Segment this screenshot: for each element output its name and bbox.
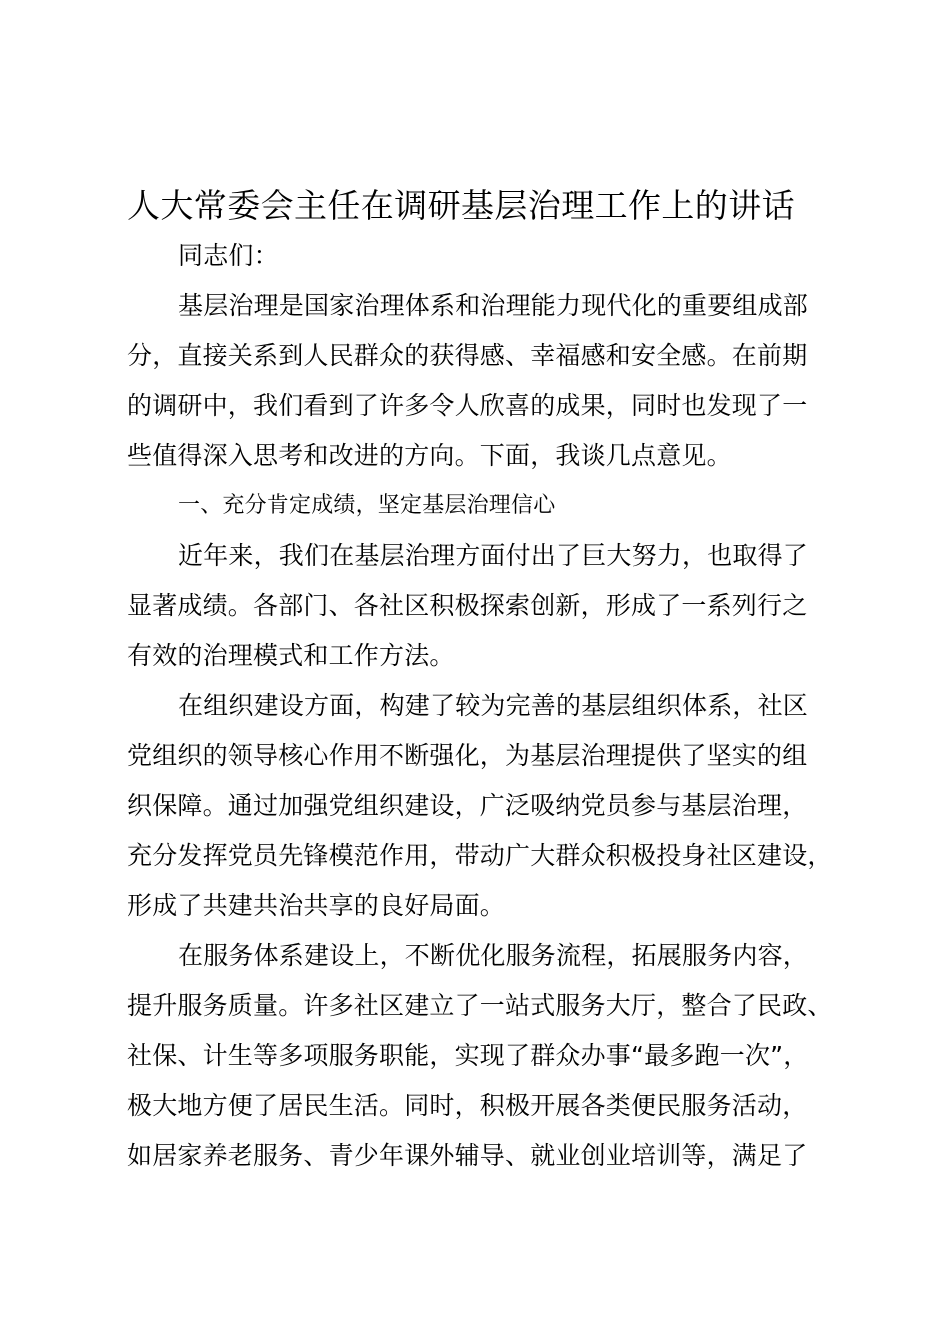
paragraph-line: 充分发挥党员先锋模范作用，带动广大群众积极投身社区建设， [127, 841, 833, 870]
paragraph-line: 分，直接关系到人民群众的获得感、幸福感和安全感。在前期 [127, 341, 808, 370]
salutation: 同志们： [178, 241, 279, 270]
paragraph-line: 提升服务质量。许多社区建立了一站式服务大厅，整合了民政、 [127, 991, 833, 1020]
paragraph-line: 社保、计生等多项服务职能，实现了群众办事“最多跑一次”， [127, 1041, 809, 1070]
paragraph-line: 党组织的领导核心作用不断强化，为基层治理提供了坚实的组 [127, 741, 808, 770]
paragraph-line: 有效的治理模式和工作方法。 [127, 641, 455, 670]
paragraph-line: 在组织建设方面，构建了较为完善的基层组织体系，社区 [178, 691, 809, 720]
paragraph-line: 极大地方便了居民生活。同时，积极开展各类便民服务活动， [127, 1091, 808, 1120]
paragraph-line: 如居家养老服务、青少年课外辅导、就业创业培训等，满足了 [127, 1141, 808, 1170]
paragraph-line: 的调研中，我们看到了许多令人欣喜的成果，同时也发现了一 [127, 391, 808, 420]
document-title: 人大常委会主任在调研基层治理工作上的讲话 [127, 186, 795, 225]
section-heading: 一、充分肯定成绩，坚定基层治理信心 [178, 493, 556, 518]
paragraph-line: 近年来，我们在基层治理方面付出了巨大努力，也取得了 [178, 541, 809, 570]
paragraph-line: 些值得深入思考和改进的方向。下面，我谈几点意见。 [127, 441, 732, 470]
paragraph-line: 织保障。通过加强党组织建设，广泛吸纳党员参与基层治理， [127, 791, 808, 820]
paragraph-line: 形成了共建共治共享的良好局面。 [127, 891, 506, 920]
paragraph-line: 基层治理是国家治理体系和治理能力现代化的重要组成部 [178, 291, 809, 320]
paragraph-line: 在服务体系建设上，不断优化服务流程，拓展服务内容， [178, 941, 809, 970]
paragraph-line: 显著成绩。各部门、各社区积极探索创新，形成了一系列行之 [127, 591, 808, 620]
